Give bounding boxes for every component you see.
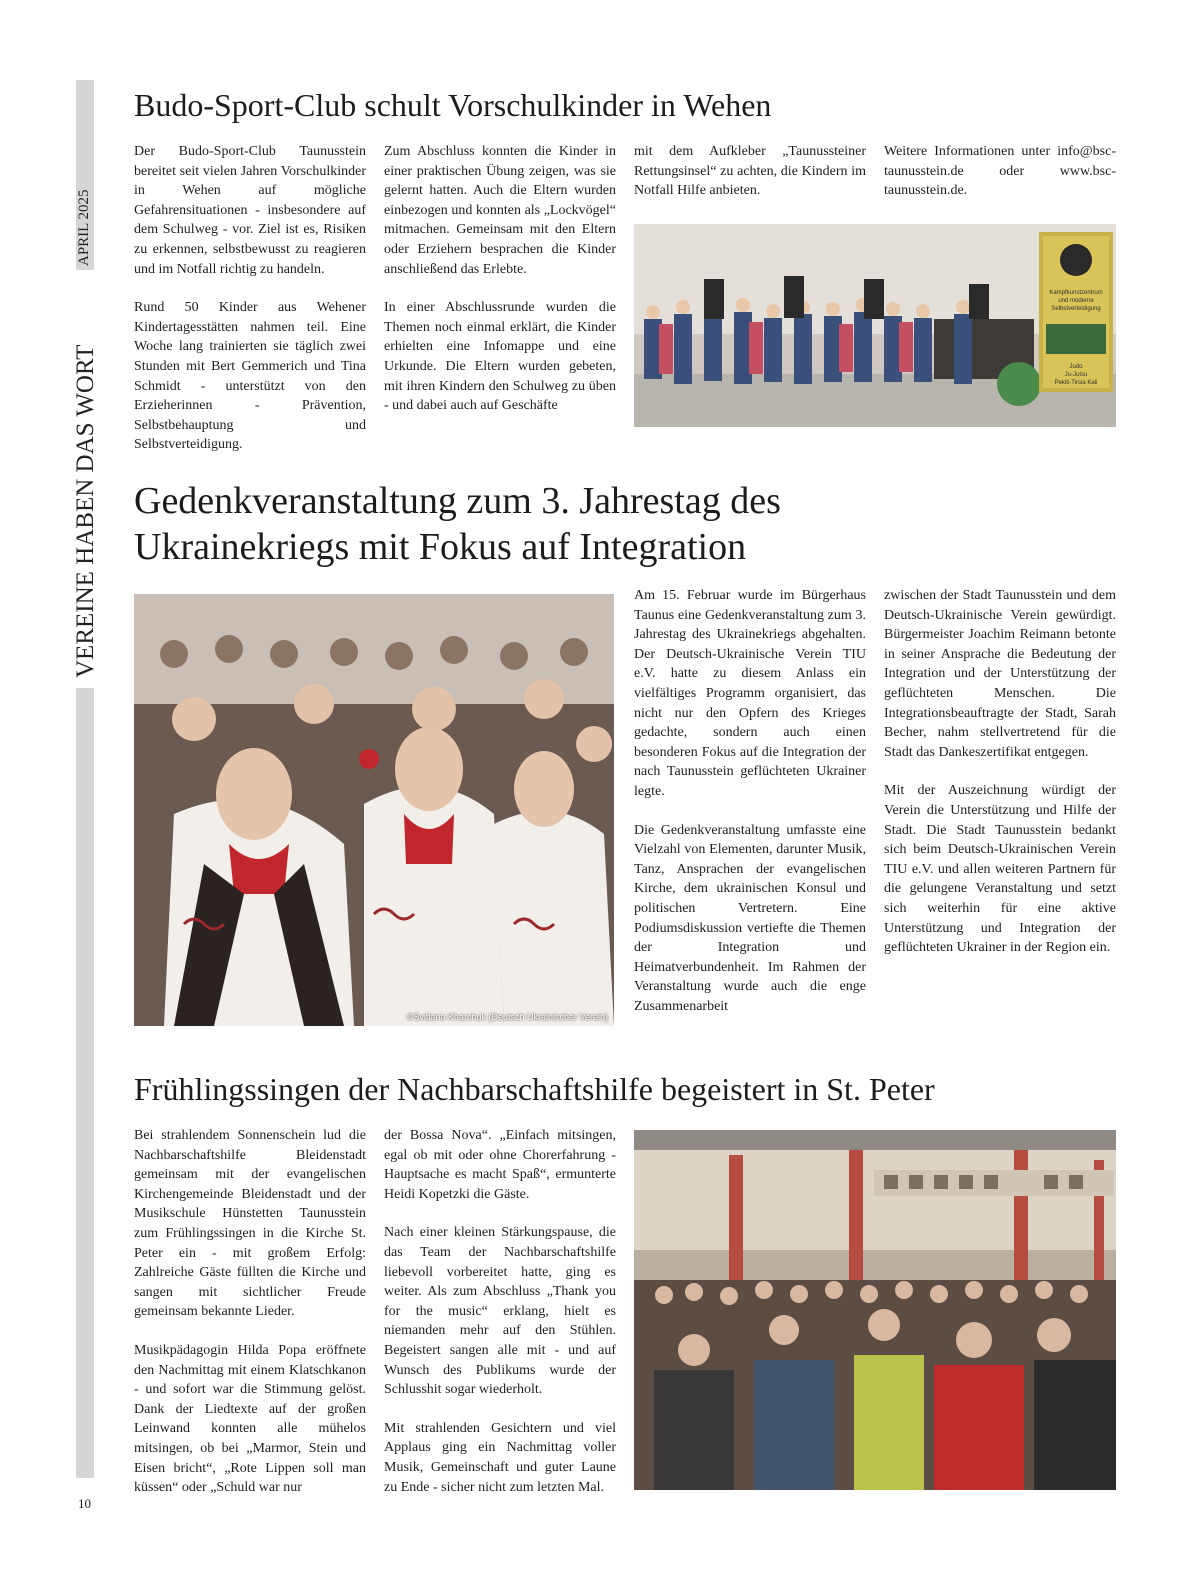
banner-line6: Pekiti-Tirsia Kali [1054, 380, 1098, 386]
paragraph: Nach einer kleinen Stärkungspause, die das Team der Nachbarschaftshilfe liebevoll vorbereitet hatte, ging es weiter. Als zum Abschluss „Thank you for the music“ erklang, hielt es niemanden mehr auf den Stühlen. Begeistert sangen alle mit - und auf Wunsch des Publikums wurde der Schlusshit sogar wiederholt. [384, 1225, 616, 1398]
paragraph: zwischen der Stadt Taunusstein und dem Deutsch-Ukrainische Verein gewürdigt. Bürgermeister Joachim Reimann betonte in seiner Ansprache die Bedeutung der Integration und der Unterstützung der geflüchteten Menschen. Die Integrationsbeauftragte der Stadt, Sarah Becher, nahm stellvertretend für die Stadt das Dankeszertifikat entgegen. [884, 588, 1116, 760]
page-number: 10 [78, 1496, 91, 1511]
photo-credit: ©Svitlana Kharchuk (Deutsch Ukrainischer Verein) [406, 1012, 608, 1022]
sidebar-bar-bottom [76, 688, 94, 1478]
article2-col1 [634, 586, 866, 1016]
paragraph: In einer Abschlussrunde wurden die Themen noch einmal erklärt, die Kinder erhielten eine Infomappe und eine Urkunde. Die Eltern wurden gebeten, mit ihren Kindern den Schulweg zu üben - und dabei auch auf Geschäfte [384, 300, 616, 414]
article1-col2 [384, 142, 616, 416]
article1-col4 [884, 142, 1116, 201]
article3-col2 [384, 1126, 616, 1497]
sidebar-date: APRIL 2025 [76, 189, 92, 266]
paragraph: Musikpädagogin Hilda Popa eröffnete den Nachmittag mit einem Klatschkanon - und sofort war die Stimmung gelöst. Dank der Liedtexte auf der großen Leinwand konnten alle mühelos mitsingen, ob bei „Marmor, Stein und Eisen bricht“, „Rote Lippen soll man küssen“ oder „Schuld war nur [134, 1342, 366, 1496]
article2-title-line1: Gedenkveranstaltung zum 3. Jahrestag des [134, 480, 781, 522]
article2-photo-audience [134, 594, 614, 1026]
banner-line3: Selbstverteidigung [1051, 306, 1101, 312]
paragraph: Mit der Auszeichnung würdigt der Verein die Unterstützung und Hilfe der Stadt. Die Stadt Taunusstein bedankt sich beim Deutsch-Ukrainischen Verein TIU e.V. und allen weiteren Partnern für die gelungene Veranstaltung und setzt sich weiterhin für eine aktive Unterstützung und Integration der geflüchteten Ukrainer in der Region ein. [884, 783, 1116, 956]
article1-col3 [634, 142, 866, 201]
article3-title: Frühlingssingen der Nachbarschaftshilfe begeistert in St. Peter [134, 1071, 935, 1107]
paragraph: Am 15. Februar wurde im Bürgerhaus Taunus eine Gedenkveranstaltung zum 3. Jahrestag des Ukrainekriegs abgehalten. Der Deutsch-Ukrainische Verein TIU e.V. hatte zu diesem Anlass ein vielfältiges Programm organisiert, das nicht nur den Opfern des Krieges gedachte, sondern auch einen besonderen Fokus auf die Integration der nach Taunusstein geflüchteten Ukrainer legte. [634, 588, 866, 799]
banner-line4: Judo [1069, 364, 1083, 370]
paragraph: der Bossa Nova“. „Einfach mitsingen, egal ob mit oder ohne Chorerfahrung - Hauptsache es macht Spaß“, ermunterte Heidi Kopetzki die Gäste. [384, 1128, 616, 1202]
paragraph: Mit strahlenden Gesichtern und viel Applaus ging ein Nachmittag voller Musik, Gemeinschaft und guter Laune zu Ende - sicher nicht zum letzten Mal. [384, 1420, 616, 1495]
paragraph: Der Budo-Sport-Club Taunusstein bereitet seit vielen Jahren Vorschulkinder in Wehen auf mögliche Gefahrensituationen - insbesondere auf dem Schulweg - vor. Ziel ist es, Risiken zu erkennen, selbstbewusst zu reagieren und im Notfall richtig zu handeln. [134, 144, 366, 277]
paragraph: mit dem Aufkleber „Taunussteiner Rettungsinsel“ zu achten, die Kindern im Notfall Hilfe anbieten. [634, 144, 866, 199]
article1-col1 [134, 142, 366, 455]
banner-line1: Kampfkunstzentrum [1049, 290, 1103, 296]
article1-title: Budo-Sport-Club schult Vorschulkinder in Wehen [134, 87, 772, 123]
article1-photo-kids-group [634, 224, 1116, 427]
article2-col2 [884, 586, 1116, 958]
sidebar-section-title: VEREINE HABEN DAS WORT [72, 344, 99, 678]
article2-title-line2: Ukrainekriegs mit Fokus auf Integration [134, 526, 747, 568]
paragraph: Weitere Informationen unter info@bsc-taunusstein.de oder www.bsc-taunusstein.de. [884, 144, 1116, 199]
article3-photo-church [634, 1130, 1116, 1490]
paragraph: Bei strahlendem Sonnenschein lud die Nachbarschaftshilfe Bleidenstadt gemeinsam mit der evangelischen Kirchengemeinde Bleidenstadt und der Musikschule Hünstetten Taunusstein zum Frühlingssingen in die Kirche St. Peter ein - mit großem Erfolg: Zahlreiche Gäste füllten die Kirche und sangen mit sichtlicher Freude gemeinsam bekannte Lieder. [134, 1128, 366, 1320]
banner-line5: Ju-Jutsu [1064, 372, 1088, 378]
paragraph: Rund 50 Kinder aus Wehener Kindertagesstätten nahmen teil. Eine Woche lang trainierten sie täglich zwei Stunden mit Bert Gemmerich und Tina Schmidt - unterstützt von den Erzieherinnen - Prävention, Selbstbehauptung und Selbstverteidigung. [134, 300, 366, 453]
banner-line2: und moderne [1058, 298, 1094, 304]
article2-title [134, 478, 781, 570]
paragraph: Die Gedenkveranstaltung umfasste eine Vielzahl von Elementen, darunter Musik, Tanz, Ansprachen der evangelischen Kirche, dem ukrainischen Konsul und politischen Vertretern. Eine Podiumsdiskussion vertiefte die Themen der Integration und Heimatverbundenheit. Im Rahmen der Veranstaltung wurde auch die enge Zusammenarbeit [634, 822, 866, 1014]
paragraph: Zum Abschluss konnten die Kinder in einer praktischen Übung zeigen, was sie gelernt hatten. Auch die Eltern wurden einbezogen und konnten als „Lockvögel“ mitmachen. Gemeinsam mit den Eltern oder Erziehern besprachen die Kinder anschließend das Erlebte. [384, 144, 616, 277]
article3-col1 [134, 1126, 366, 1498]
